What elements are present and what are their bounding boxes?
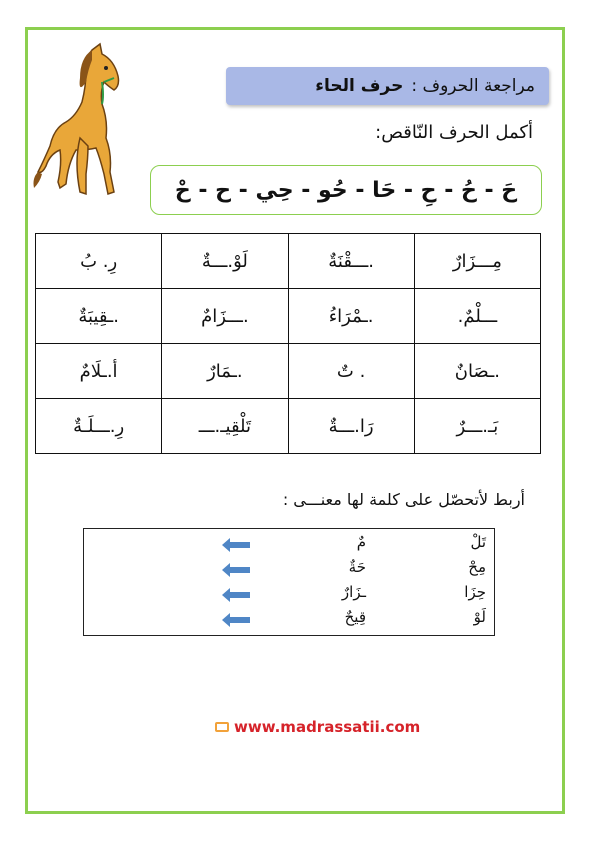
table-cell: رِ.ـــلَـةٌ [36,399,162,454]
table-row [36,399,541,454]
linking-box [83,528,495,636]
table-cell: أ.ـلَامٌ [36,344,162,399]
table-cell: .ـــقْنَةٌ [288,234,414,289]
arrow-left-icon [222,563,250,577]
link-left-word: حِزَا [464,583,486,601]
title-prefix: مراجعة الحروف : [411,76,535,96]
table-row [36,234,541,289]
table-cell: .ـمْرَاءُ [288,289,414,344]
table-cell: رِ. بُ [36,234,162,289]
title-bar [226,67,549,105]
table-cell: .ـقِيبَةٌ [36,289,162,344]
site-url[interactable]: www.madrassatii.com [234,718,421,736]
link-right-word: قِيحٌ [344,608,366,626]
table-row [36,344,541,399]
link-left-word: تَلْ [470,533,486,551]
arrow-left-icon [222,538,250,552]
link-right-word: مٌ [356,533,366,551]
table-cell: .ـمَارٌ [162,344,288,399]
table-cell: لَوْ.ـــةٌ [162,234,288,289]
table-cell: .ـصَانٌ [414,344,540,399]
table-cell: ـــلْمٌ. [414,289,540,344]
title-main: حرف الحاء [315,76,404,96]
exercise1-instruction: أكمل الحرف النّاقص: [375,122,533,143]
arrow-left-icon [222,613,250,627]
link-row [84,583,496,607]
link-left-word: لَوْ [473,608,486,626]
link-right-word: ـزَارٌ [341,583,366,601]
link-row [84,608,496,632]
table-cell: . تٌ [288,344,414,399]
table-cell: مِـــزَارٌ [414,234,540,289]
exercise2-instruction: أربط لأتحصّل على كلمة لها معنـــى : [282,490,525,509]
table-cell: رَا.ـــةٌ [288,399,414,454]
completion-table [35,233,541,454]
table-row [36,289,541,344]
table-cell: .ـــزَامٌ [162,289,288,344]
table-cell: بَـ.ـــرٌ [414,399,540,454]
arrow-left-icon [222,588,250,602]
link-row [84,558,496,582]
letters-box: حَ - حُ - حِ - حَا - حُو - حِي - ح - حْ [150,165,542,215]
site-footer [214,718,420,736]
link-right-word: حَةٌ [348,558,366,576]
link-left-word: مِحْ [468,558,486,576]
site-logo-icon [214,718,232,736]
link-row [84,533,496,557]
table-cell: تَلْقِيـ.ـــ [162,399,288,454]
horse-illustration [30,42,140,202]
